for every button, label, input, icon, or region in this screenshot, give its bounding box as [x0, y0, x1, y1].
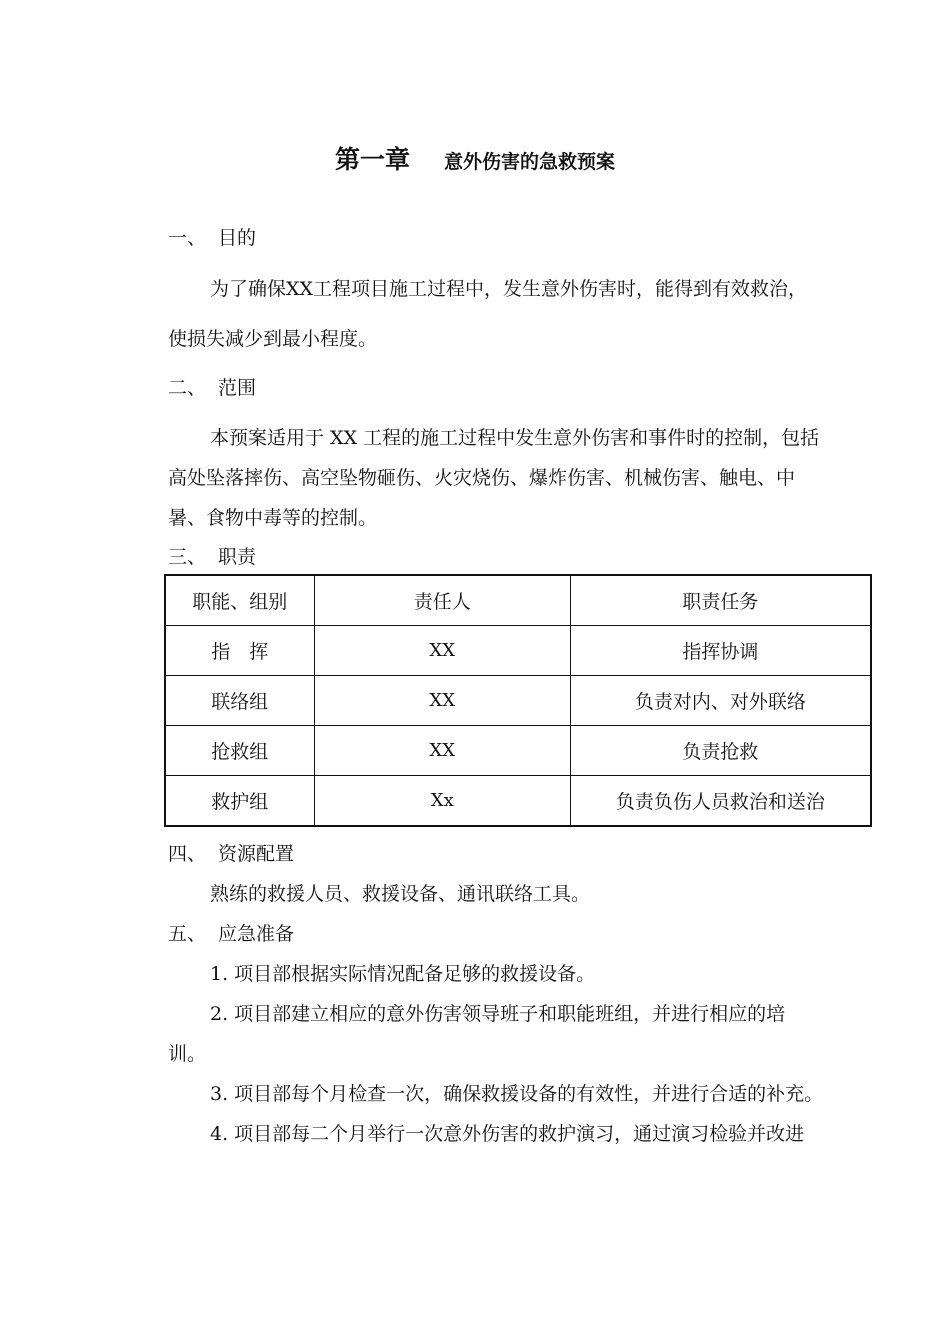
table-header-row [165, 575, 871, 626]
section-4-heading [168, 842, 294, 866]
section-5-heading [168, 922, 294, 946]
section-2-paragraph-line-2: 高处坠落摔伤、高空坠物砸伤、火灾烧伤、爆炸伤害、机械伤害、触电、中 [168, 467, 796, 489]
section-1-heading [168, 226, 256, 250]
table-row [165, 776, 871, 827]
section-2-paragraph-line-1: 本预案适用于 XX 工程的施工过程中发生意外伤害和事件时的控制，包括 [210, 427, 820, 449]
section-1-number: 一、 [168, 227, 207, 249]
table-cell: 抢救组 [165, 726, 314, 776]
section-2-number: 二、 [168, 377, 207, 399]
table-cell: 指 挥 [165, 626, 314, 676]
section-3-heading [168, 545, 256, 569]
section-4-number: 四、 [168, 843, 207, 865]
table-cell: 指挥协调 [570, 626, 871, 676]
table-row [165, 676, 871, 726]
table-header-cell: 责任人 [314, 575, 570, 626]
section-4-paragraph-line-1: 熟练的救援人员、救援设备、通讯联络工具。 [210, 883, 591, 905]
section-3-number: 三、 [168, 546, 207, 568]
section-2-paragraph-line-3: 暑、食物中毒等的控制。 [168, 507, 378, 529]
list-item-3: 3. 项目部每个月检查一次，确保救援设备的有效性，并进行合适的补充。 [210, 1083, 824, 1105]
section-1-paragraph-line-2: 使损失减少到最小程度。 [168, 328, 378, 350]
table-cell: 救护组 [165, 776, 314, 827]
section-1-title: 目的 [218, 227, 257, 249]
chapter-subtitle: 意外伤害的急救预案 [444, 151, 616, 173]
chapter-label: 第一章 [334, 145, 410, 174]
section-1-paragraph-line-1: 为了确保XX工程项目施工过程中，发生意外伤害时，能得到有效救治， [210, 278, 808, 300]
table-cell: XX [314, 726, 570, 776]
section-5-title: 应急准备 [218, 923, 295, 945]
table-cell: Xx [314, 776, 570, 827]
list-item-2-line-2: 训。 [168, 1043, 207, 1065]
list-item-2-line-1: 2. 项目部建立相应的意外伤害领导班子和职能班组，并进行相应的培 [210, 1003, 786, 1025]
table-header-cell: 职能、组别 [165, 575, 314, 626]
table-cell: XX [314, 626, 570, 676]
list-item-1: 1. 项目部根据实际情况配备足够的救援设备。 [210, 963, 596, 985]
section-4-title: 资源配置 [218, 843, 295, 865]
table-cell: 负责抢救 [570, 726, 871, 776]
table-header-cell: 职责任务 [570, 575, 871, 626]
table-cell: 负责对内、对外联络 [570, 676, 871, 726]
section-3-title: 职责 [218, 546, 257, 568]
list-item-4: 4. 项目部每二个月举行一次意外伤害的救护演习，通过演习检验并改进 [210, 1123, 805, 1145]
table-cell: 联络组 [165, 676, 314, 726]
table-cell: 负责负伤人员救治和送治 [570, 776, 871, 827]
duty-table [164, 574, 872, 827]
section-2-heading [168, 376, 256, 400]
table-cell: XX [314, 676, 570, 726]
document-title [0, 140, 950, 176]
table-row [165, 626, 871, 676]
section-2-title: 范围 [218, 377, 257, 399]
table-row [165, 726, 871, 776]
section-5-number: 五、 [168, 923, 207, 945]
